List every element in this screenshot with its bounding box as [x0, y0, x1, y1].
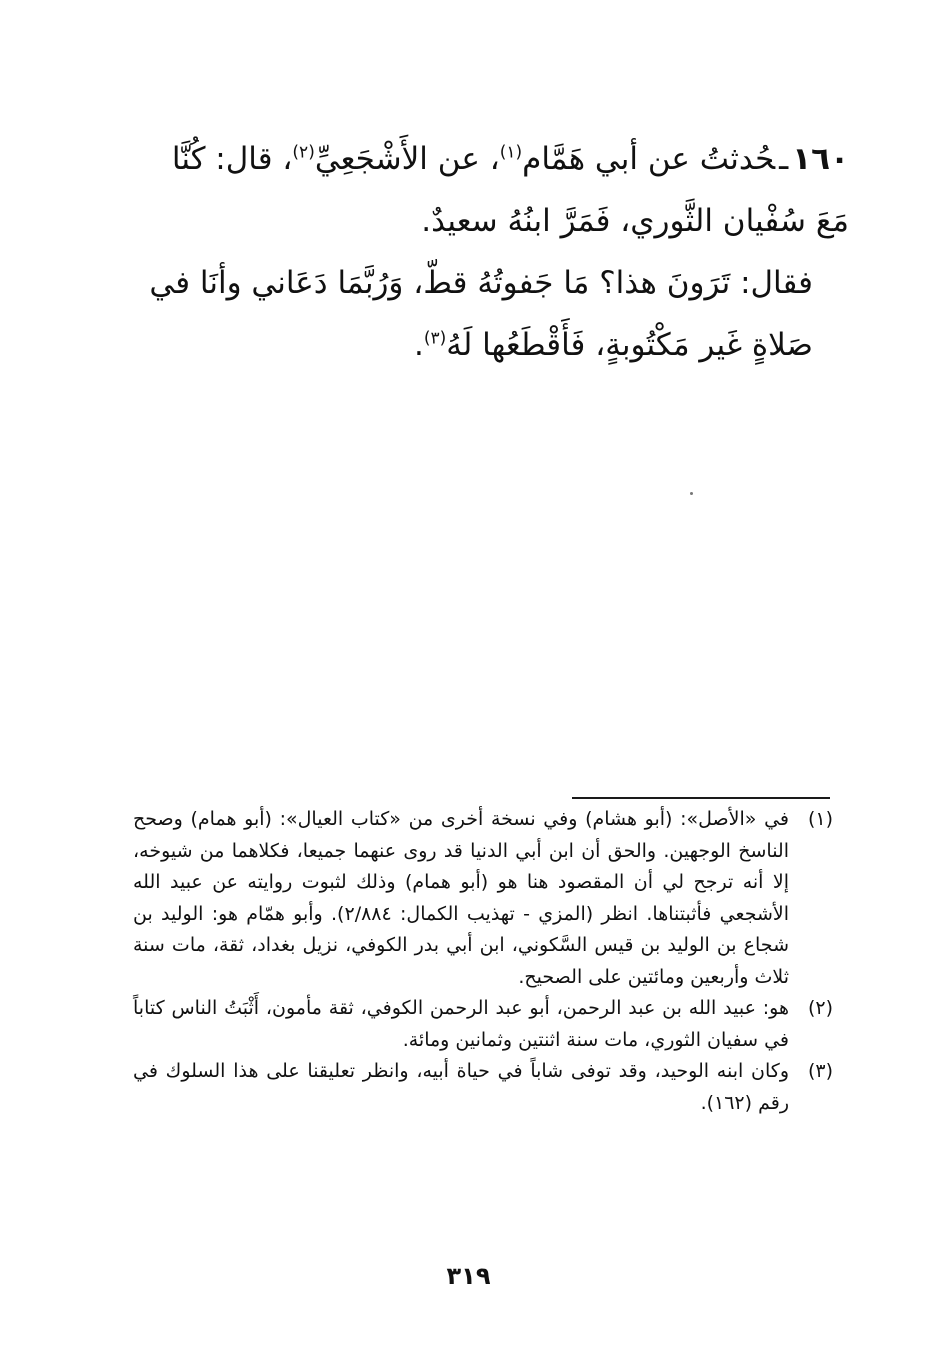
footnote-divider	[572, 797, 830, 799]
hadith-number: ١٦٠	[792, 141, 849, 177]
footnotes-section	[133, 804, 833, 1119]
page-number: ٣١٩	[446, 1262, 491, 1290]
footnote-text: هو: عبيد الله بن عبد الرحمن، أبو عبد الرحمن الكوفي، ثقة مأمون، أَثْبَتُ الناس كتاباً في سفيان الثوري، مات سنة اثنتين وثمانين ومائة.	[133, 997, 789, 1051]
hadith-paragraph-2	[144, 252, 849, 376]
footnote-3	[133, 1056, 833, 1119]
footnote-number: (٢)	[807, 997, 833, 1019]
footnote-text: وكان ابنه الوحيد، وقد توفى شاباً في حياة أبيه، وانظر تعليقنا على هذا السلوك في رقم (١٦٢).	[133, 1060, 789, 1114]
footnote-ref-1[interactable]: (١)	[499, 142, 523, 163]
hadith-text	[144, 128, 849, 376]
footnote-2	[133, 993, 833, 1056]
footnote-number: (١)	[807, 808, 833, 830]
footnote-ref-2[interactable]: (٢)	[292, 142, 315, 163]
footnote-ref-3[interactable]: (٣)	[423, 328, 447, 349]
dash: ـ	[779, 141, 789, 177]
hadith-paragraph-1	[144, 128, 849, 252]
hadith-line1-b: ، عن الأَشْجَعِيِّ	[314, 141, 500, 177]
footnote-text: في «الأصل»: (أبو هشام) وفي نسخة أخرى من «كتاب العيال»: (أبو همام) وصحح الناسخ الوجهين. والحق أن ابن أبي الدنيا قد روى عنهما جميعا، فكلاهما من شيوخه، إلا أنه ترجح لي أن المقصود هنا هو (أبو همام) وذلك لثبوت روايته عن عبيد الله الأشجعي فأثبتناها. انظر (المزي - تهذيب الكمال: ٢/٨٨٤). وأبو همّام هو: الوليد بن شجاع بن الوليد بن قيس السَّكوني، ابن أبي بدر الكوفي، نزيل بغداد، ثقة، مات سنة ثلاث وأربعين ومائتين على الصحيح.	[133, 808, 789, 988]
hadith-line1-c: ، قال: كُنَّا مَعَ	[171, 141, 849, 239]
hadith-para2-text: فقال: تَرَونَ هذا؟ مَا جَفوتُهُ قطّ، وَرُبَّمَا دَعَاني وأنَا في صَلاةٍ غَير مَكْتُوبةٍ، فَأَقْطَعُها لَهُ	[149, 265, 813, 363]
footnote-number: (٣)	[807, 1060, 833, 1082]
hadith-para2-end: .	[413, 327, 424, 363]
footnote-1	[133, 804, 833, 993]
print-speck	[690, 492, 693, 495]
hadith-line1-a: حُدثتُ عن أبي هَمَّام	[522, 141, 776, 177]
hadith-line2: سُفْيان الثَّوري، فَمَرَّ ابنُهُ سعيدٌ.	[421, 203, 807, 239]
